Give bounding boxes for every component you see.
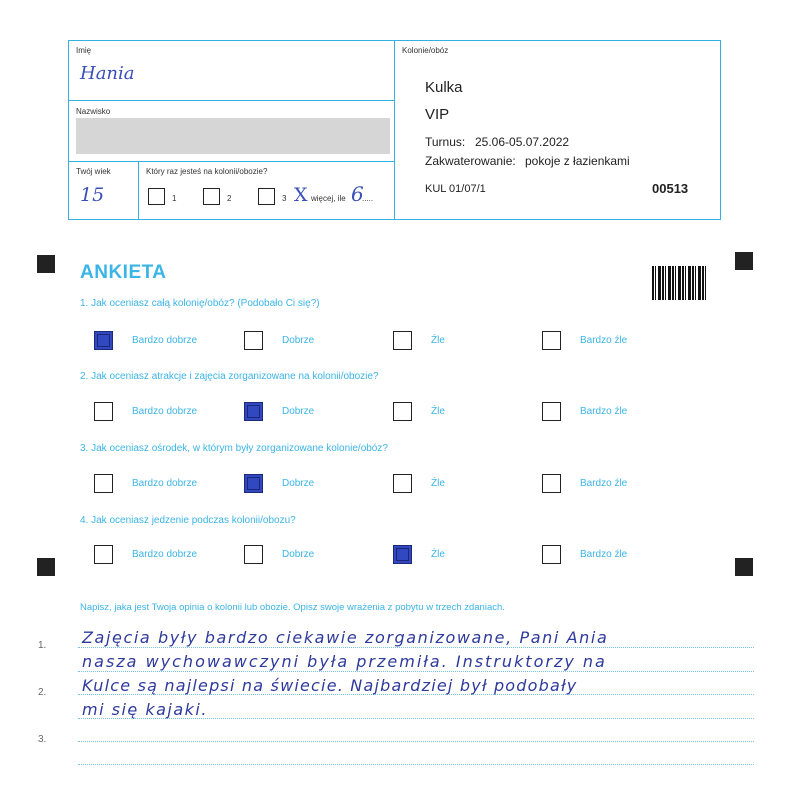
camp-code: KUL 01/07/1 — [425, 183, 486, 195]
q4-very-bad-label: Bardzo źle — [580, 549, 628, 560]
q2-good-checkbox[interactable] — [244, 402, 263, 421]
times-more-mark: X — [294, 184, 308, 206]
times-option-3-checkbox[interactable] — [258, 188, 275, 205]
q3-very-good-checkbox[interactable] — [94, 474, 113, 493]
times-label: Który raz jesteś na kolonii/obozie? — [146, 167, 268, 176]
writing-line — [78, 741, 754, 742]
opinion-line-3: Kulce są najlepsi na świecie. Najbardziej był podobały — [82, 676, 578, 695]
accommodation-label: Zakwaterowanie: — [425, 154, 516, 168]
q3-good-checkbox[interactable] — [244, 474, 263, 493]
q4-very-good-checkbox[interactable] — [94, 545, 113, 564]
line-number-2: 2. — [38, 687, 47, 698]
q2-very-good-label: Bardzo dobrze — [132, 406, 198, 417]
name-value: Hania — [80, 63, 135, 84]
q1-very-good-label: Bardzo dobrze — [132, 335, 198, 346]
q2-very-good-checkbox[interactable] — [94, 402, 113, 421]
q4-bad-checkbox[interactable] — [393, 545, 412, 564]
times-more-dots: ..... — [362, 194, 374, 203]
registration-marker-top-left — [37, 255, 55, 273]
question-4: 4. Jak oceniasz jedzenie podczas kolonii/obozu? — [80, 515, 296, 526]
q3-very-good-label: Bardzo dobrze — [132, 478, 198, 489]
times-option-2-label: 2 — [227, 194, 232, 203]
q4-good-label: Dobrze — [282, 549, 315, 560]
q2-very-bad-label: Bardzo źle — [580, 406, 628, 417]
barcode — [652, 266, 706, 300]
q1-good-checkbox[interactable] — [244, 331, 263, 350]
question-3: 3. Jak oceniasz ośrodek, w którym były zorganizowane kolonie/obóz? — [80, 443, 388, 454]
line-number-3: 3. — [38, 734, 47, 745]
redacted-surname — [76, 118, 390, 154]
turnus-value: 25.06-05.07.2022 — [475, 135, 570, 149]
question-2: 2. Jak oceniasz atrakcje i zajęcia zorganizowane na kolonii/obozie? — [80, 371, 379, 382]
opinion-line-4: mi się kajaki. — [82, 700, 208, 719]
registration-marker-top-right — [735, 252, 753, 270]
opinion-prompt: Napisz, jaka jest Twoja opinia o kolonii lub obozie. Opisz swoje wrażenia z pobytu w trzech zdaniach. — [80, 602, 505, 613]
times-more-value: 6 — [351, 182, 364, 206]
camp-name: Kulka — [425, 79, 463, 96]
turnus-label: Turnus: — [425, 135, 466, 149]
age-label: Twój wiek — [76, 167, 111, 176]
q2-good-label: Dobrze — [282, 406, 315, 417]
line-number-1: 1. — [38, 640, 47, 651]
q3-good-label: Dobrze — [282, 478, 315, 489]
times-option-3-label: 3 — [282, 194, 287, 203]
q1-bad-checkbox[interactable] — [393, 331, 412, 350]
writing-line — [78, 647, 754, 648]
q3-bad-checkbox[interactable] — [393, 474, 412, 493]
camp-label: Kolonie/obóz — [402, 46, 449, 55]
form-number: 00513 — [652, 181, 689, 196]
registration-marker-bottom-left — [37, 558, 55, 576]
q3-very-bad-checkbox[interactable] — [542, 474, 561, 493]
registration-marker-bottom-right — [735, 558, 753, 576]
surname-label: Nazwisko — [76, 107, 111, 116]
writing-line — [78, 764, 754, 765]
times-option-2-checkbox[interactable] — [203, 188, 220, 205]
q4-good-checkbox[interactable] — [244, 545, 263, 564]
q3-bad-label: Źle — [431, 478, 445, 489]
q4-very-good-label: Bardzo dobrze — [132, 549, 198, 560]
q4-very-bad-checkbox[interactable] — [542, 545, 561, 564]
accommodation-value: pokoje z łazienkami — [525, 154, 630, 168]
age-value: 15 — [80, 184, 105, 206]
q2-very-bad-checkbox[interactable] — [542, 402, 561, 421]
question-1: 1. Jak oceniasz całą kolonię/obóz? (Podobało Ci się?) — [80, 298, 320, 309]
writing-line — [78, 671, 754, 672]
opinion-line-2: nasza wychowawczyni była przemiła. Instruktorzy na — [82, 652, 607, 671]
opinion-line-1: Zajęcia były bardzo ciekawie zorganizowane, Pani Ania — [82, 628, 609, 647]
times-more-label: więcej, ile — [311, 194, 346, 203]
survey-title: ANKIETA — [80, 262, 167, 283]
q4-bad-label: Źle — [431, 549, 445, 560]
name-label: Imię — [76, 46, 92, 55]
q1-very-good-checkbox[interactable] — [94, 331, 113, 350]
q1-bad-label: Źle — [431, 335, 445, 346]
camp-type: VIP — [425, 106, 450, 123]
q1-good-label: Dobrze — [282, 335, 315, 346]
q2-bad-checkbox[interactable] — [393, 402, 412, 421]
times-option-1-label: 1 — [172, 194, 177, 203]
q3-very-bad-label: Bardzo źle — [580, 478, 628, 489]
q1-very-bad-label: Bardzo źle — [580, 335, 628, 346]
times-option-1-checkbox[interactable] — [148, 188, 165, 205]
q1-very-bad-checkbox[interactable] — [542, 331, 561, 350]
q2-bad-label: Źle — [431, 406, 445, 417]
